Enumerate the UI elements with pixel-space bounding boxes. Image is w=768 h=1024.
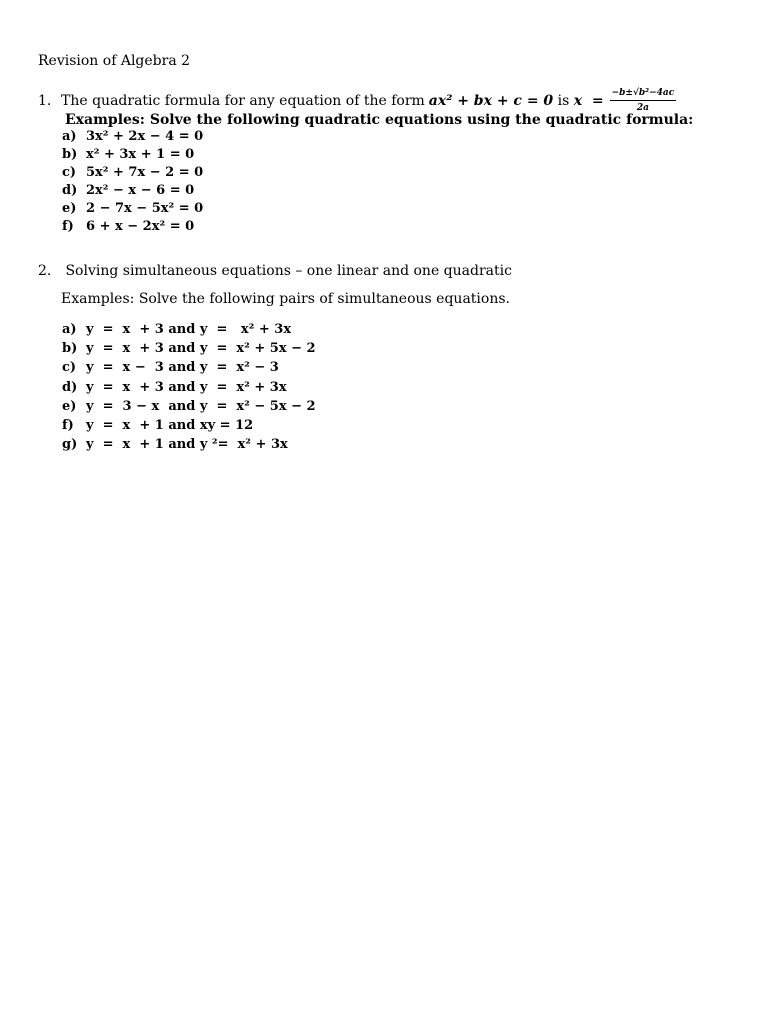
item-label: f) (62, 219, 74, 235)
item-equation: y = x + 3 and y = x² + 3x (86, 322, 292, 337)
question-2-heading (38, 262, 512, 280)
formula-denominator: 2a (636, 103, 649, 113)
quadratic-form: ax² + bx + c = 0 (428, 93, 554, 109)
item-equation: 5x² + 7x − 2 = 0 (86, 165, 204, 181)
item-label: b) (62, 341, 78, 357)
question-1-intro: The quadratic formula for any equation of the form (61, 93, 425, 109)
section-1-list (62, 128, 203, 237)
item-equation: 2 − 7x − 5x² = 0 (86, 201, 204, 217)
list-item (62, 218, 203, 236)
list-item (62, 397, 316, 416)
list-item (62, 320, 316, 339)
list-item (62, 435, 316, 454)
item-equation: y = x + 3 and y = x² + 5x − 2 (86, 341, 316, 357)
item-label: e) (62, 201, 77, 217)
list-item (62, 200, 203, 218)
section-2-list (62, 320, 316, 454)
item-label: b) (62, 147, 78, 163)
list-item (62, 378, 316, 397)
section-1-examples-header: Examples: Solve the following quadratic equations using the quadratic formula: (65, 112, 694, 128)
item-equation: x² + 3x + 1 = 0 (86, 147, 195, 163)
page-title: Revision of Algebra 2 (38, 53, 191, 69)
section-2-examples-header: Examples: Solve the following pairs of simultaneous equations. (61, 291, 510, 307)
item-label: f) (62, 418, 74, 434)
item-label: e) (62, 398, 77, 414)
is-text: is (553, 93, 574, 109)
item-label: c) (62, 360, 77, 376)
question-1-number: 1. (38, 93, 52, 109)
item-equation: y = x − 3 and y = x² − 3 (86, 360, 279, 376)
item-label: a) (62, 129, 77, 144)
item-equation: 3x² + 2x − 4 = 0 (86, 129, 204, 144)
item-label: g) (62, 437, 78, 453)
item-label: a) (62, 322, 77, 337)
item-equation: 6 + x − 2x² = 0 (86, 219, 195, 235)
list-item (62, 339, 316, 358)
list-item (62, 358, 316, 377)
formula-numerator: −b±√b²−4ac (610, 88, 677, 101)
list-item (62, 146, 203, 164)
item-equation: y = x + 1 and xy = 12 (86, 418, 254, 434)
x-equals: x = (573, 93, 604, 109)
question-2-title: Solving simultaneous equations – one linear and one quadratic (65, 263, 512, 279)
question-2-number: 2. (38, 263, 52, 279)
list-item (62, 182, 203, 200)
list-item (62, 164, 203, 182)
item-label: c) (62, 165, 77, 181)
list-item (62, 128, 203, 146)
item-equation: y = x + 3 and y = x² + 3x (86, 379, 287, 395)
item-label: d) (62, 183, 78, 199)
item-label: d) (62, 379, 78, 395)
item-equation: y = 3 − x and y = x² − 5x − 2 (86, 398, 316, 414)
item-equation: 2x² − x − 6 = 0 (86, 183, 195, 199)
list-item (62, 416, 316, 435)
item-equation: y = x + 1 and y ²= x² + 3x (86, 437, 288, 453)
